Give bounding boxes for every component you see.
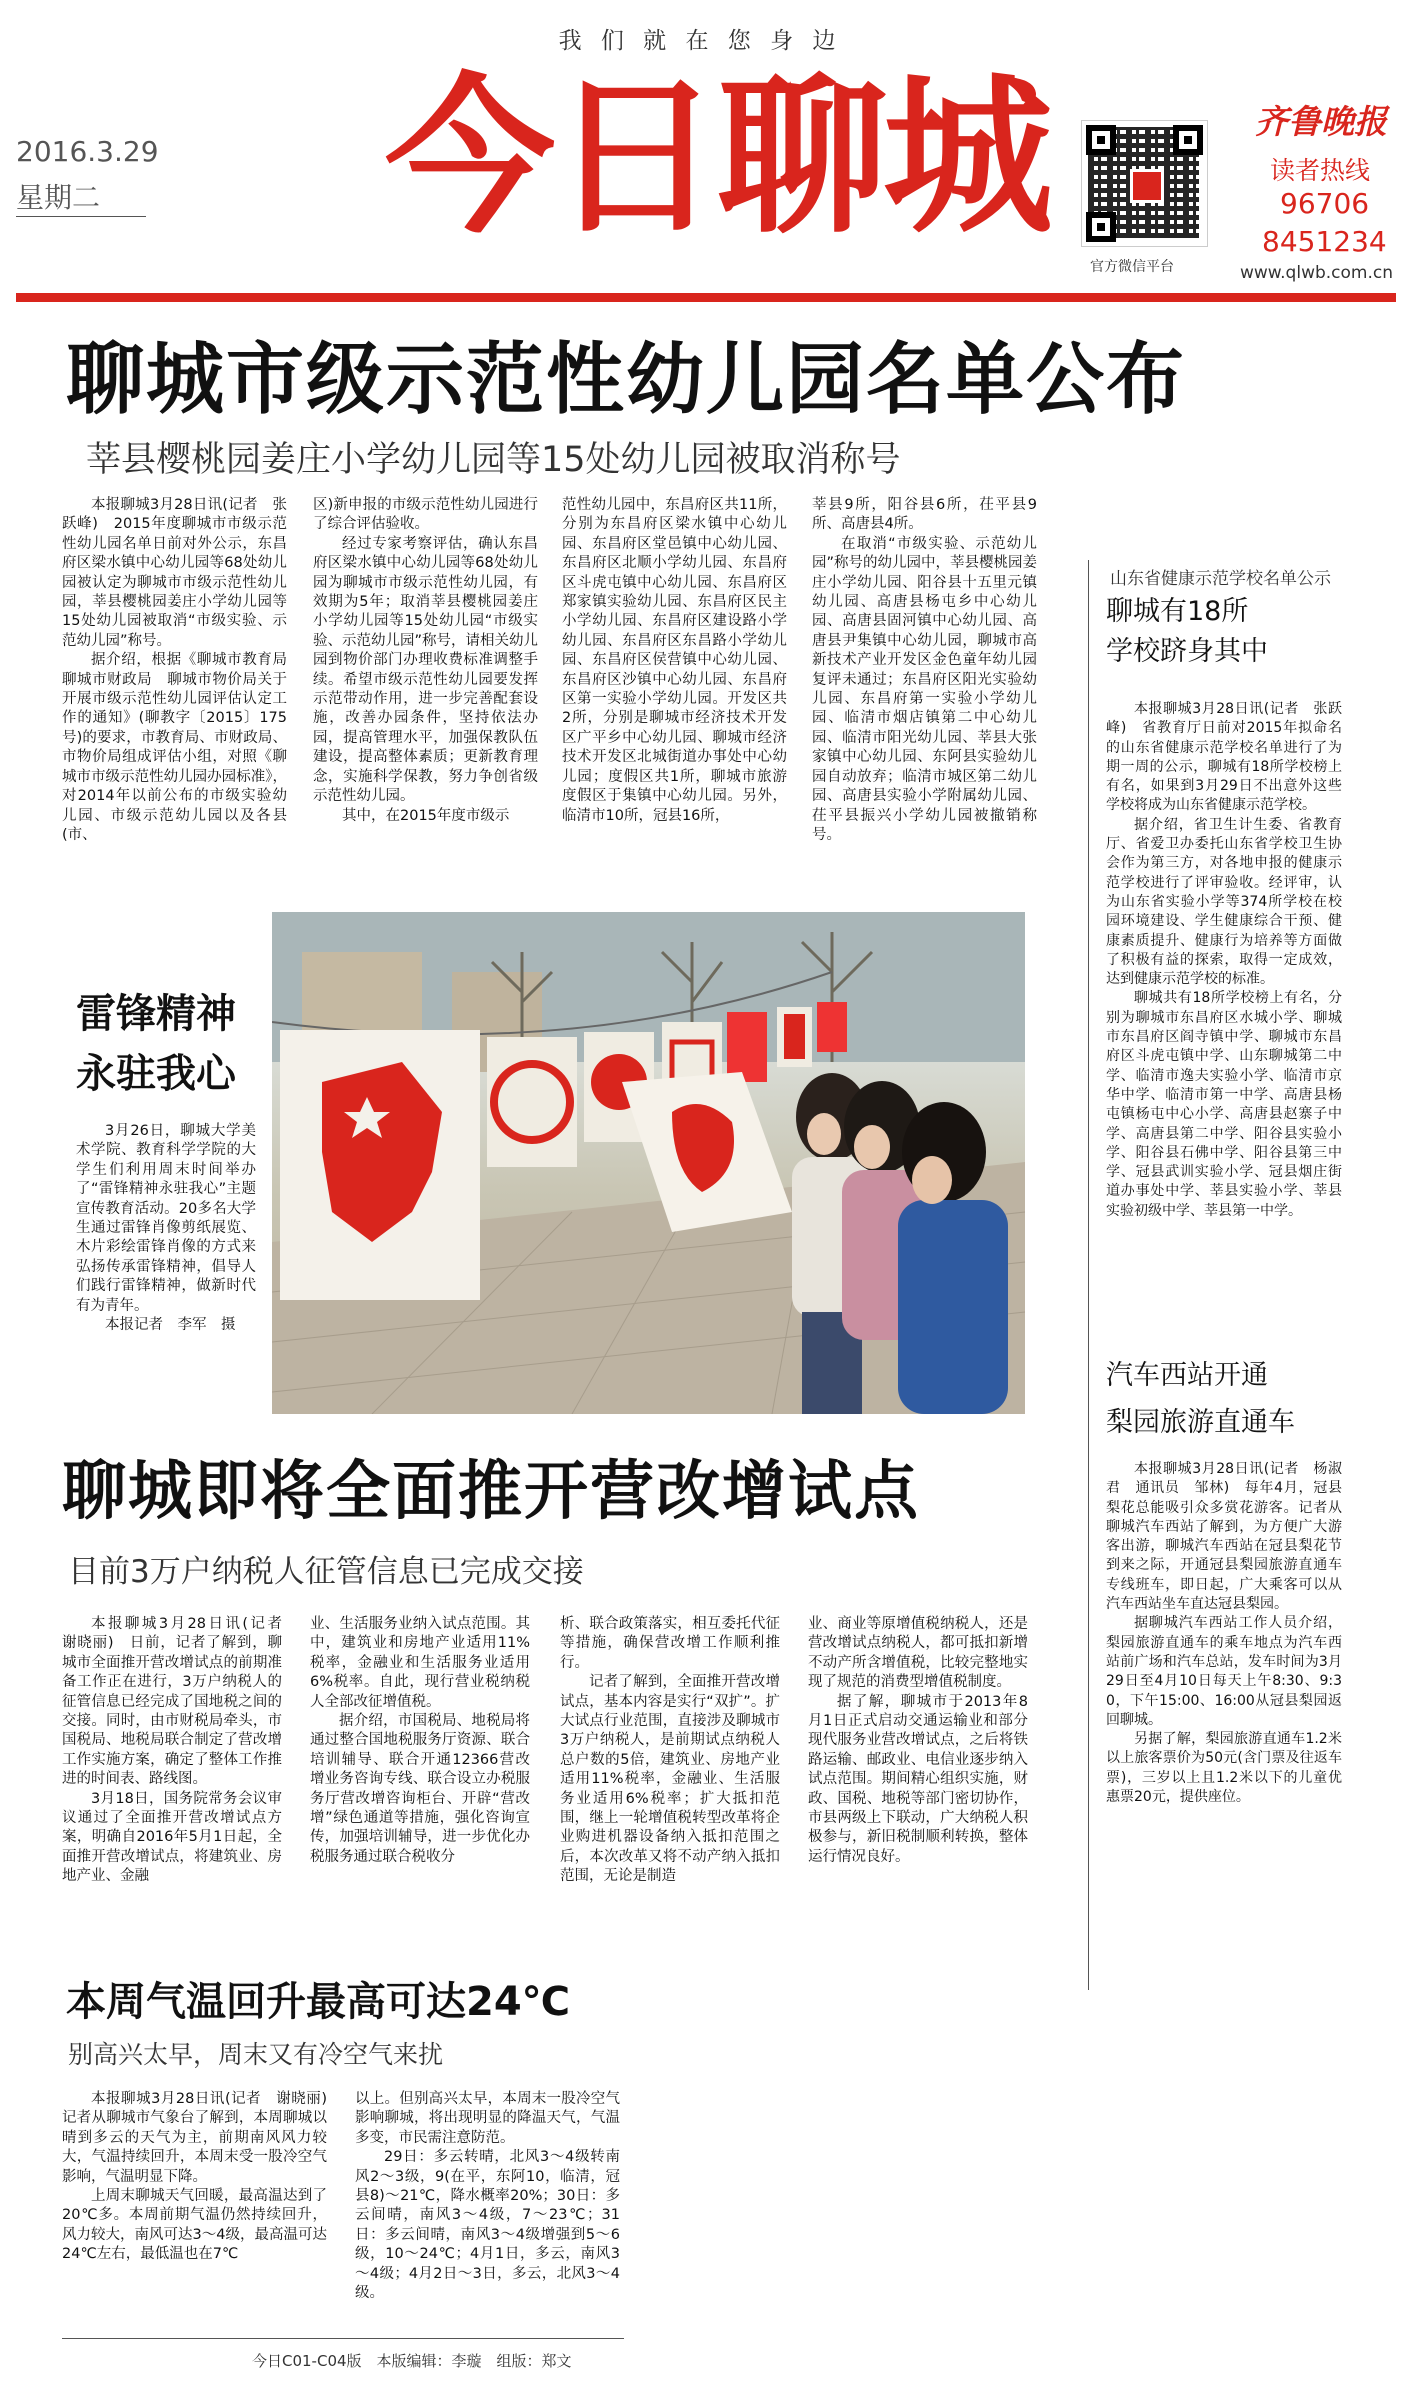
brand-logo: 齐鲁晚报 [1255, 102, 1387, 141]
weather-column-2: 以上。但别高兴太早，本周末一股冷空气影响聊城，将出现明显的降温天气，气温多变，市民需注意防范。 29日：多云转晴，北风3～4级转南风2～3级，9(在平，东阿10，临清，冠县8)～21℃，降水概率20%；30日：多云间晴，南风3～4级，7～23℃；31日：多云间晴，南风3～4级增强到5～6级，10～24℃；4月1日，多云，南风3～4级；4月2日～3日，多云，北风3～4级。 [355, 2091, 620, 2302]
weather-headline: 本周气温回升最高可达24℃ [66, 1979, 571, 2025]
lead-headline: 聊城市级示范性幼儿园名单公布 [66, 335, 1187, 425]
footer-rule [62, 2338, 624, 2339]
vat-column-1: 本报聊城3月28日讯(记者 谢晓丽) 日前，记者了解到，聊城市全面推开营改增试点的前期准备工作正在进行，3万户纳税人的征管信息已经完成了国地税之间的交接。同时，由市财税局牵头，市国税局、地税局联合制定了营改增工作实施方案，确定了整体工作推进的时间表、路线图。 3月18日，国务院常务会议审议通过了全面推开营改增试点方案，明确自2016年5月1日起，全面推开营改增试点，将建筑业、房地产业、金融 [62, 1616, 297, 1885]
sidebar-body: 本报聊城3月28日讯(记者 张跃峰) 省教育厅日前对2015年拟命名的山东省健康示范学校名单进行了为期一周的公示，聊城有18所学校榜上有名，如果到3月29日不出意外这些学校将成为山东省健康示范学校。 据介绍，省卫生计生委、省教育厅、省爱卫办委托山东省学校卫生协会作为第三方，对各地申报的健康示范学校进行了评审验收。经评审，认为山东省实验小学等374所学校在校园环境建设、学生健康综合干预、健康素质提升、健康行为培养等方面做了积极有益的探索，取得一定成效，达到健康示范学校的标准。 聊城共有18所学校榜上有名，分别为聊城市东昌府区水城小学、聊城市东昌府区阎寺镇中学、聊城市东昌府区斗虎屯镇中学、山东聊城第二中学、临清市逸夫实验小学、临清市京华中学、临清市第一中学、高唐县杨屯镇杨屯中心小学、高唐县赵寨子中学、高唐县第二中学、阳谷县实验小学、阳谷县石佛中学、阳谷县第三中学、冠县武训实验小学、冠县烟庄街道办事处中学、莘县实验小学、莘县实验初级中学、莘县第一中学。 [1106, 701, 1342, 1219]
masthead-rule [16, 293, 1396, 302]
vat-headline: 聊城即将全面推开营改增试点 [62, 1455, 920, 1529]
qr-caption: 官方微信平台 [1090, 259, 1174, 275]
vat-subhead: 目前3万户纳税人征管信息已完成交接 [68, 1554, 584, 1590]
weather-subhead: 别高兴太早，周末又有冷空气来扰 [68, 2040, 444, 2069]
sidebar-headline2-2: 梨园旅游直通车 [1106, 1407, 1295, 1438]
lead-column-3: 范性幼儿园中，东昌府区共11所，分别为东昌府区梁水镇中心幼儿园、东昌府区堂邑镇中心幼儿园、东昌府区北顺小学幼儿园、东昌府区斗虎屯镇中心幼儿园、东昌府区郑家镇实验幼儿园、东昌府区民主小学幼儿园、东昌府区建设路小学幼儿园、东昌府区东昌路小学幼儿园、东昌府区侯营镇中心幼儿园、东昌府区沙镇中心幼儿园、东昌府区第一实验小学幼儿园。开发区共2所，分别是聊城市经济技术开发区广平乡中心幼儿园、聊城市经济技术开发区北城街道办事处中心幼儿园；度假区共1所，聊城市旅游度假区于集镇中心幼儿园。另外，临清市10所，冠县16所， [562, 497, 787, 824]
masthead-slogan: 我 们 就 在 您 身 边 [558, 28, 842, 54]
lead-column-1: 本报聊城3月28日讯(记者 张跃峰) 2015年度聊城市市级示范性幼儿园名单日前对外公示，东昌府区梁水镇中心幼儿园等68处幼儿园被认定为聊城市市级示范性幼儿园，莘县樱桃园姜庄小学幼儿园等15处幼儿园被取消“市级实验、示范幼儿园”称号。 据介绍，根据《聊城市教育局 聊城市财政局 聊城市物价局关于开展市级示范性幼儿园评估认定工作的通知》(聊教字〔2015〕175号)的要求，市教育局、市财政局、市物价局组成评估小组，对照《聊城市市级示范性幼儿园办园标准》，对2014年以前公布的市级实验幼儿园、市级示范幼儿园以及各县(市、 [62, 497, 302, 843]
hotline-label: 读者热线 [1270, 156, 1371, 185]
footer-credits: 今日C01-C04版 本版编辑：李璇 组版：郑文 [252, 2352, 572, 2370]
sidebar-body2: 本报聊城3月28日讯(记者 杨淑君 通讯员 邹林) 每年4月，冠县梨花总能吸引众多赏花游客。记者从聊城汽车西站了解到，为方便广大游客出游，聊城汽车西站在冠县梨花节到来之际，开通冠县梨园旅游直通车专线班车，即日起，广大乘客可以从汽车西站坐车直达冠县梨园。 据聊城汽车西站工作人员介绍，梨园旅游直通车的乘车地点为汽车西站前广场和汽车总站，发车时间为3月29日至4月10日每天上午8:30、9:30，下午15:00、16:00从冠县梨园返回聊城。 另据了解，梨园旅游直通车1.2米以上旅客票价为50元(含门票及往返车票)，三岁以上且1.2米以下的儿童优惠票20元，提供座位。 [1106, 1461, 1342, 1806]
vat-column-2: 业、生活服务业纳入试点范围。其中，建筑业和房地产业适用11%税率，金融业和生活服务业适用6%税率。自此，现行营业税纳税人全部改征增值税。 据介绍，市国税局、地税局将通过整合国地税服务厅资源、联合培训辅导、联合开通12366营改增业务咨询专线、联合设立办税服务厅营改增咨询柜台、开辟“营改增”绿色通道等措施，强化咨询宣传，加强培训辅导，进一步优化办税服务通过联合税收分 [310, 1616, 530, 1865]
sidebar-headline-2: 学校跻身其中 [1106, 636, 1268, 667]
photo-headline-1: 雷锋精神 [76, 991, 236, 1037]
sidebar-kicker: 山东省健康示范学校名单公示 [1110, 569, 1331, 589]
issue-weekday: 星期二 [16, 176, 146, 217]
photo-headline-2: 永驻我心 [76, 1051, 236, 1097]
vat-column-4: 业、商业等原增值税纳税人，还是营改增试点纳税人，都可抵扣新增不动产所含增值税，比较完整地实现了规范的消费型增值税制度。 据了解，聊城市于2013年8月1日正式启动交通运输业和部分现代服务业营改增试点，之后将铁路运输、邮政业、电信业逐步纳入试点范围。期间精心组织实施，财政、国税、地税等部门密切协作，市县两级上下联动，广大纳税人积极参与，新旧税制顺利转换，整体运行情况良好。 [808, 1616, 1028, 1865]
photo-caption: 3月26日，聊城大学美术学院、教育科学学院的大学生们利用周末时间举办了“雷锋精神永驻我心”主题宣传教育活动。20多名大学生通过雷锋肖像剪纸展览、木片彩绘雷锋肖像的方式来弘扬传承雷锋精神，倡导人们践行雷锋精神，做新时代有为青年。 本报记者 李军 摄 [76, 1123, 256, 1334]
lead-column-4: 莘县9所，阳谷县6所，茌平县9所、高唐县4所。 在取消“市级实验、示范幼儿园”称号的幼儿园中，莘县樱桃园姜庄小学幼儿园、阳谷县十五里元镇幼儿园、高唐县杨屯乡中心幼儿园、高唐县固河镇中心幼儿园、高唐县尹集镇中心幼儿园，聊城市高新技术产业开发区金色童年幼儿园复评未通过；东昌府区阳光实验幼儿园、东昌府第一实验小学幼儿园、临清市烟店镇第二中心幼儿园、临清市阳光幼儿园、莘县大张家镇中心幼儿园、东阿县实验幼儿园自动放弃；临清市城区第二幼儿园、高唐县实验小学附属幼儿园、茌平县振兴小学幼儿园被撤销称号。 [812, 497, 1038, 843]
sidebar-divider [1088, 560, 1089, 1990]
lead-column-2: 区)新申报的市级示范性幼儿园进行了综合评估验收。 经过专家考察评估，确认东昌府区梁水镇中心幼儿园等68处幼儿园为聊城市市级示范性幼儿园，有效期为5年；取消莘县樱桃园姜庄小学幼儿园等15处幼儿园“市级实验、示范幼儿园”称号，请相关幼儿园到物价部门办理收费标准调整手续。希望市级示范性幼儿园要发挥示范带动作用，进一步完善配套设施，改善办园条件，坚持依法办园，提高管理水平，加强保教队伍建设，提高整体素质；更新教育理念，实施科学保教，努力争创省级示范性幼儿园。 其中，在2015年度市级示 [313, 497, 539, 824]
qr-code [1081, 120, 1208, 247]
issue-date: 2016.3.29 [16, 135, 159, 168]
hotline-number-2: 8451234 [1262, 225, 1387, 258]
hotline-number-1: 96706 [1280, 187, 1370, 220]
vat-column-3: 析、联合政策落实，相互委托代征等措施，确保营改增工作顺利推行。 记者了解到，全面推开营改增试点，基本内容是实行“双扩”。扩大试点行业范围，直接涉及聊城市3万户纳税人，是前期试点纳税人总户数的5倍，建筑业、房地产业适用11%税率，金融业、生活服务业适用6%税率；扩大抵扣范围，继上一轮增值税转型改革将企业购进机器设备纳入抵扣范围之后，本次改革又将不动产纳入抵扣范围，无论是制造 [560, 1616, 780, 1885]
website-url: www.qlwb.com.cn [1240, 263, 1393, 283]
masthead-title: 今日聊城 [385, 57, 1050, 257]
weather-column-1: 本报聊城3月28日讯(记者 谢晓丽) 记者从聊城市气象台了解到，本周聊城以晴到多云的天气为主，前期南风风力较大，气温持续回升，本周末受一股冷空气影响，气温明显下降。 上周末聊城天气回暖，最高温达到了20℃多。本周前期气温仍然持续回升，风力较大，南风可达3～4级，最高温可达24℃左右，最低温也在7℃ [62, 2091, 342, 2263]
lead-subhead: 莘县樱桃园姜庄小学幼儿园等15处幼儿园被取消称号 [86, 440, 901, 480]
sidebar-headline-1: 聊城有18所 [1106, 596, 1249, 627]
photo-leifeng-exhibition [272, 912, 1025, 1414]
sidebar-headline2-1: 汽车西站开通 [1106, 1360, 1268, 1391]
